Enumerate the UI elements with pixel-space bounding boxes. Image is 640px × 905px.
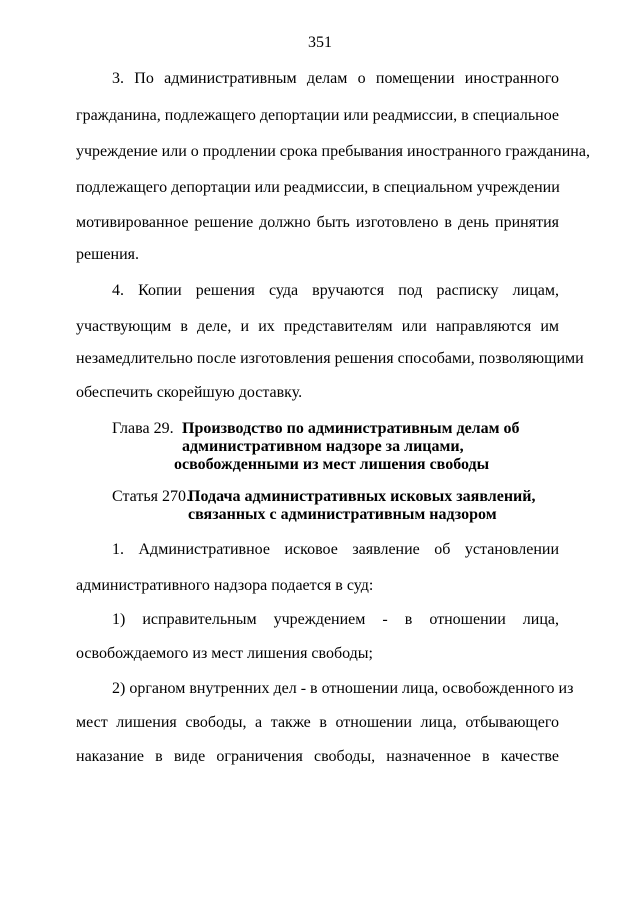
page-number: 351 xyxy=(308,34,332,51)
text-line: 1. Административное исковое заявление об установлении xyxy=(112,541,559,558)
chapter-title-line: Производство по административным делам об xyxy=(182,420,520,437)
chapter-label: Глава 29. xyxy=(112,420,174,437)
text-line: 3. По административным делам о помещении иностранного xyxy=(112,70,559,87)
chapter-title-line: административном надзоре за лицами, xyxy=(182,438,464,455)
text-line: мест лишения свободы, а также в отношении лица, отбывающего xyxy=(76,714,559,731)
article-title-line: связанных с административным надзором xyxy=(188,506,497,523)
text-line: 4. Копии решения суда вручаются под расписку лицам, xyxy=(112,282,559,299)
chapter-title xyxy=(174,420,520,474)
text-line: участвующим в деле, и их представителям или направляются им xyxy=(76,318,559,335)
text-line: решения. xyxy=(76,246,140,263)
text-line: учреждение или о продлении срока пребывания иностранного гражданина, xyxy=(76,143,590,160)
text-line: обеспечить скорейшую доставку. xyxy=(76,384,303,401)
article-heading xyxy=(112,488,562,524)
article-label: Статья 270. xyxy=(112,488,190,505)
text-line: гражданина, подлежащего депортации или реадмиссии, в специальное xyxy=(76,107,559,124)
text-line: 1) исправительным учреждением - в отношении лица, xyxy=(112,611,559,628)
text-line: освобождаемого из мест лишения свободы; xyxy=(76,645,373,662)
text-line: 2) органом внутренних дел - в отношении лица, освобожденного из xyxy=(112,680,574,697)
text-line: незамедлительно после изготовления решения способами, позволяющими xyxy=(76,350,584,367)
article-title xyxy=(188,488,536,524)
chapter-title-line: освобожденными из мест лишения свободы xyxy=(174,456,490,473)
article-title-line: Подача административных исковых заявлений, xyxy=(188,488,536,505)
text-line: подлежащего депортации или реадмиссии, в специальном учреждении xyxy=(76,179,560,196)
text-line: административного надзора подается в суд: xyxy=(76,577,374,594)
chapter-heading xyxy=(112,420,562,474)
text-line: мотивированное решение должно быть изготовлено в день принятия xyxy=(76,214,559,231)
text-line: наказание в виде ограничения свободы, назначенное в качестве xyxy=(76,748,559,765)
